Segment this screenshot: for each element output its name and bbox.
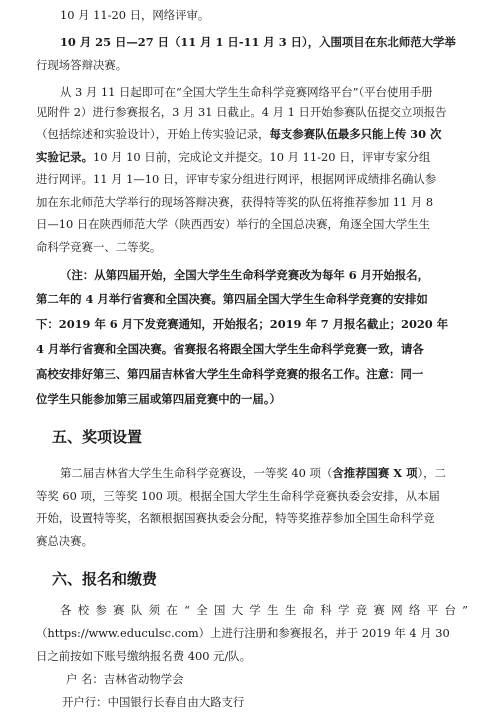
account-name-value: 吉林省动物学会	[103, 672, 184, 686]
para2-line-5: 进行网评。11 月 1—10 日，评审专家分组进行网评，根据网评成绩排名确认参	[36, 172, 437, 186]
schedule-line-review: 10 月 11-20 日，网络评审。	[60, 8, 210, 22]
upload-limit-emphasis: 每支参赛队伍最多只能上传 30 次	[269, 127, 442, 141]
para2-line-3	[36, 127, 468, 141]
para2-line-4	[36, 150, 468, 164]
para2-line-2: 见附件 2）进行参赛报名，3 月 31 日截止。4 月 1 日开始参赛队伍提交立项报告	[36, 105, 447, 119]
bank-value: 中国银行长春自由大路支行	[107, 695, 245, 709]
registration-line-3: 日之前按如下账号缴纳报名费 400 元/队。	[36, 649, 252, 663]
schedule-line-final: 10 月 25 日—27 日（11 月 1 日-11 月 3 日），入围项目在东北师范大学举	[60, 35, 456, 49]
schedule-line-final-cont: 行现场答辩决赛。	[36, 58, 128, 72]
awards-line-2: 等奖 60 项，三等奖 100 项。根据全国大学生生命科学竞赛执委会安排，从本届	[36, 489, 440, 503]
para2-line-3-text: （包括综述和实验设计），开始上传实验记录，	[36, 127, 270, 141]
registration-line-2: （https://www.educulsc.com）上进行注册和参赛报名，并于 2019 年 4 月 30	[36, 626, 450, 640]
awards-line-1-end: ），二	[417, 466, 446, 480]
section-heading-awards: 五、奖项设置	[52, 428, 143, 446]
note-line-1: （注：从第四届开始，全国大学生生命科学竞赛改为每年 6 月开始报名，	[60, 268, 429, 282]
awards-line-1	[60, 466, 468, 480]
para2-line-4-text: 10 月 10 日前，完成论文并提交。10 月 11-20 日，评审专家分组	[92, 150, 431, 164]
upload-limit-emphasis-end: 实验记录。	[36, 150, 93, 164]
note-line-4: 4 月举行省赛和全国决赛。省赛报名将跟全国大学生生命科学竞赛一致，请各	[36, 342, 424, 356]
section-heading-registration: 六、报名和缴费	[52, 570, 158, 588]
account-name-label: 户 名：	[66, 672, 104, 686]
registration-line-1: 各校参赛队须在“全国大学生生命科学竞赛网络平台”	[60, 603, 468, 617]
para2-line-8: 命科学竞赛一、二等奖。	[36, 240, 162, 254]
note-line-3: 下：2019 年 6 月下发竞赛通知，开始报名；2019 年 7 月报名截止；2020 年	[36, 317, 449, 331]
awards-line-3: 开始，设置特等奖，名额根据国赛执委会分配，特等奖推荐参加全国生命科学竞	[36, 511, 435, 525]
note-line-5: 高校安排好第三、第四届吉林省大学生生命科学竞赛的报名工作。注意：同一	[36, 367, 424, 381]
note-line-2: 第二年的 4 月举行省赛和全国决赛。第四届全国大学生生命科学竞赛的安排如	[36, 292, 428, 306]
account-name-row	[66, 672, 466, 686]
para2-line-7: 日—10 日在陕西师范大学（陕西西安）举行的全国总决赛，角逐全国大学生生	[36, 217, 431, 231]
awards-national-quota: 含推荐国赛 X 项	[332, 466, 418, 480]
awards-line-4: 赛总决赛。	[36, 534, 93, 548]
bank-label: 开户行：	[62, 695, 108, 709]
para2-line-1: 从 3 月 11 日起即可在“全国大学生生命科学竞赛网络平台”（平台使用手册	[60, 85, 433, 99]
para2-line-6: 加在东北师范大学举行的现场答辩决赛，获得特等奖的队伍将推荐参加 11 月 8	[36, 195, 434, 209]
awards-line-1-text: 第二届吉林省大学生生命科学竞赛设，一等奖 40 项（	[60, 466, 333, 480]
note-line-6: 位学生只能参加第三届或第四届竞赛中的一届。）	[36, 392, 281, 406]
bank-row	[62, 695, 462, 709]
